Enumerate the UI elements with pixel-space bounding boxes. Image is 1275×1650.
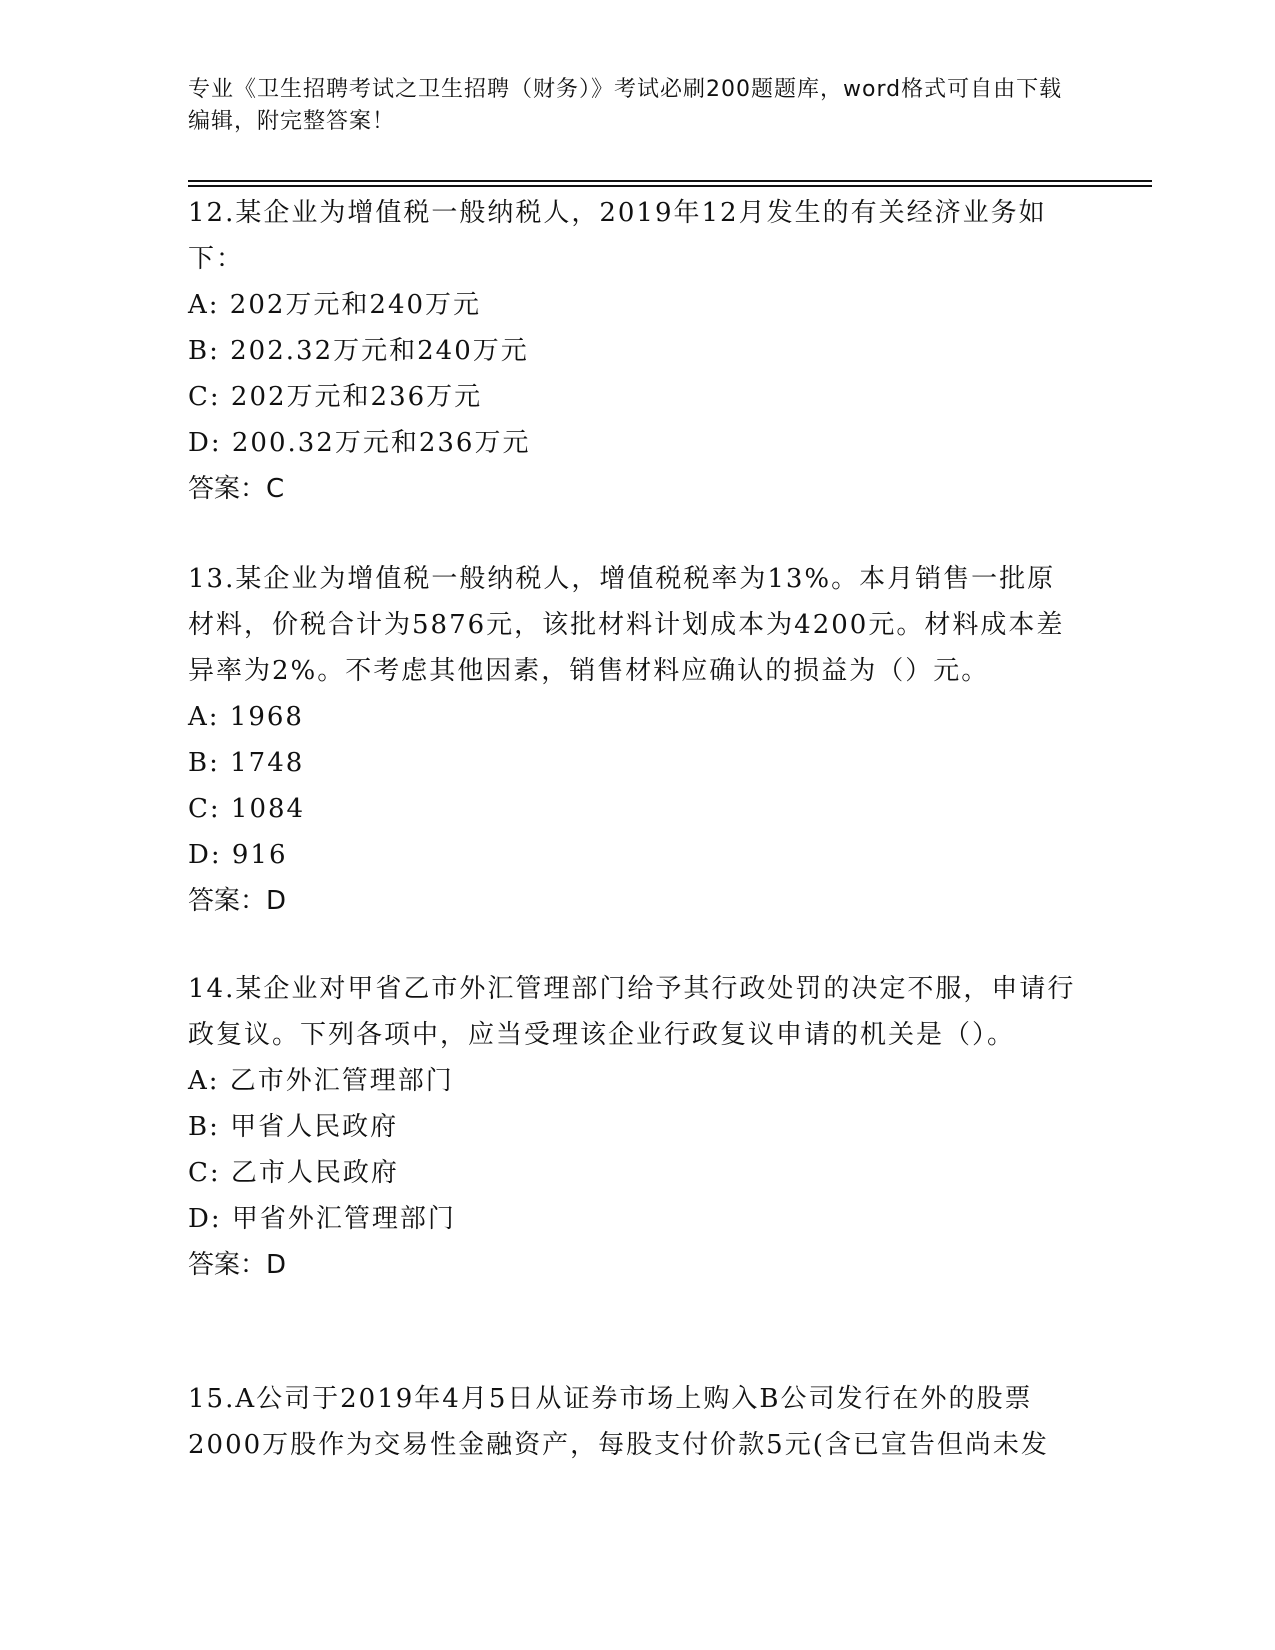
- option-c: C: 1084: [188, 794, 306, 824]
- option-c: C: 202万元和236万元: [188, 382, 483, 412]
- question-text: 14.某企业对甲省乙市外汇管理部门给予其行政处罚的决定不服，申请行政复议。下列各项中，应当受理该企业行政复议申请的机关是（）。: [188, 974, 1076, 1050]
- question-text: 12.某企业为增值税一般纳税人，2019年12月发生的有关经济业务如下：: [188, 198, 1047, 274]
- question-text: 13.某企业为增值税一般纳税人，增值税税率为13%。本月销售一批原材料，价税合计为5876元，该批材料计划成本为4200元。材料成本差异率为2%。不考虑其他因素，销售材料应确认的损益为（）元。: [188, 564, 1065, 686]
- option-b: B: 202.32万元和240万元: [188, 336, 529, 366]
- option-d: D: 200.32万元和236万元: [188, 428, 531, 458]
- option-d: D: 916: [188, 840, 288, 870]
- answer: 答案：C: [188, 474, 285, 504]
- option-a: A: 乙市外汇管理部门: [188, 1066, 454, 1096]
- option-b: B: 甲省人民政府: [188, 1112, 399, 1142]
- answer: 答案：D: [188, 886, 287, 916]
- question-12: [188, 190, 1078, 512]
- option-a: A: 1968: [188, 702, 304, 732]
- option-b: B: 1748: [188, 748, 305, 778]
- document-header: 专业《卫生招聘考试之卫生招聘（财务）》考试必刷200题题库，word格式可自由下载编辑，附完整答案！: [188, 77, 1063, 134]
- question-13: [188, 556, 1078, 924]
- option-a: A: 202万元和240万元: [188, 290, 482, 320]
- option-c: C: 乙市人民政府: [188, 1158, 399, 1188]
- header-rule-bottom: [188, 185, 1152, 187]
- question-text: 15.A公司于2019年4月5日从证券市场上购入B公司发行在外的股票2000万股作为交易性金融资产，每股支付价款5元(含已宣告但尚未发: [188, 1384, 1049, 1460]
- question-15: [188, 1376, 1078, 1468]
- answer: 答案：D: [188, 1250, 287, 1280]
- option-d: D: 甲省外汇管理部门: [188, 1204, 456, 1234]
- question-14: [188, 966, 1078, 1288]
- header-rule-top: [188, 180, 1152, 182]
